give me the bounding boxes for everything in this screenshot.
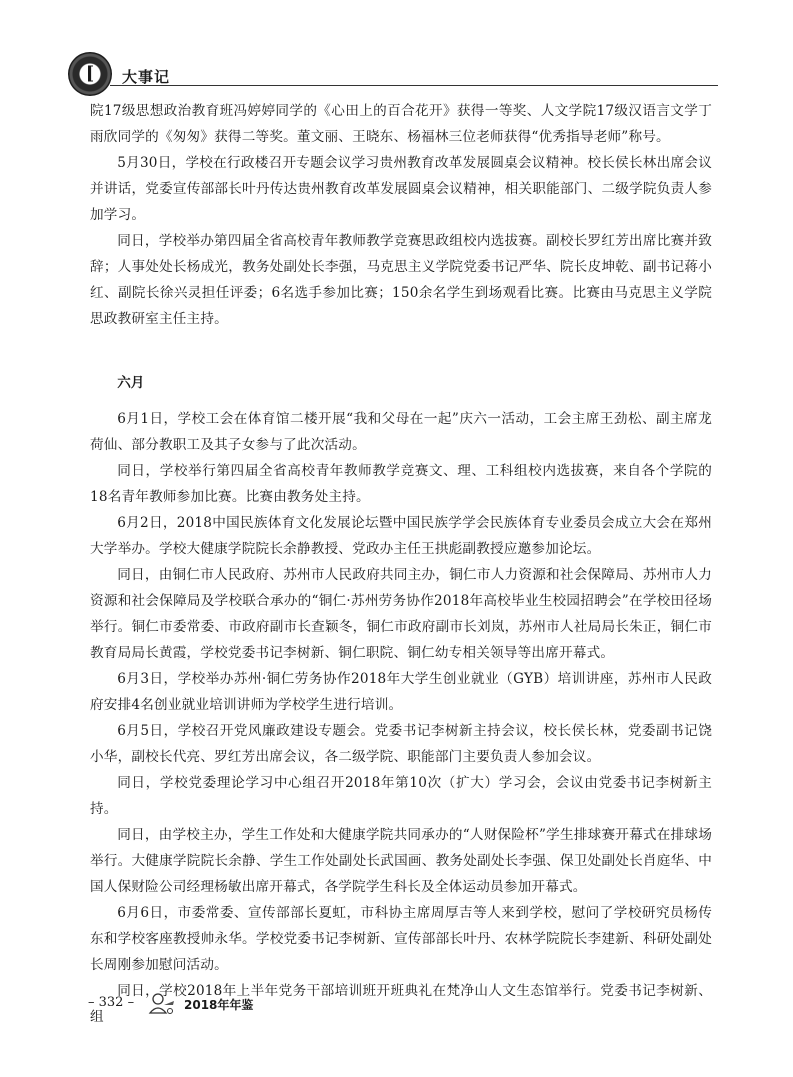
page-header xyxy=(68,52,718,96)
university-seal-icon: [ xyxy=(68,52,112,96)
paragraph: 同日，学校举办第四届全省高校青年教师教学竞赛思政组校内选拔赛。副校长罗红芳出席比赛并致辞；人事处处长杨成光，教务处副处长李强，马克思主义学院党委书记严华、院长皮坤乾、副书记蒋小红、副院长徐兴灵担任评委；6名选手参加比赛；150余名学生到场观看比赛。比赛由马克思主义学院思政教研室主任主持。 xyxy=(90,233,712,327)
page-footer xyxy=(88,991,388,1017)
paragraph: 同日，学校2018年上半年党务干部培训班开班典礼在梵净山人文生态馆举行。党委书记李树新、组 xyxy=(90,983,712,1025)
paragraph: 院17级思想政治教育班冯婷婷同学的《心田上的百合花开》获得一等奖、人文学院17级汉语言文学丁雨欣同学的《匆匆》获得二等奖。董文丽、王晓东、杨福林三位老师获得“优秀指导老师”称号。 xyxy=(90,103,712,145)
paragraph: 同日，由铜仁市人民政府、苏州市人民政府共同主办，铜仁市人力资源和社会保障局、苏州市人力资源和社会保障局及学校联合承办的“铜仁·苏州劳务协作2018年高校毕业生校园招聘会”在学校田径场举行。铜仁市委常委、市政府副市长查颖冬，铜仁市政府副市长刘岚，苏州市人社局局长朱正，铜仁市教育局局长黄霞，学校党委书记李树新、铜仁职院、铜仁幼专相关领导等出席开幕式。 xyxy=(90,567,712,661)
page-number: – 332 – xyxy=(88,995,135,1010)
paragraph: 6月2日，2018中国民族体育文化发展论坛暨中国民族学学会民族体育专业委员会成立大会在郑州大学举办。学校大健康学院院长余静教授、党政办主任王拱彪副教授应邀参加论坛。 xyxy=(90,515,712,557)
paragraph: 6月6日，市委常委、宣传部部长夏虹，市科协主席周厚吉等人来到学校，慰问了学校研究员杨传东和学校客座教授帅永华。学校党委书记李树新、宣传部部长叶丹、农林学院院长李建新、科研处副处长周刚参加慰问活动。 xyxy=(90,905,712,973)
header-rule xyxy=(110,85,718,86)
yearbook-title: 2018年年鉴 xyxy=(184,998,254,1012)
paragraph: 5月30日，学校在行政楼召开专题会议学习贵州教育改革发展圆桌会议精神。校长侯长林出席会议并讲话，党委宣传部部长叶丹传达贵州教育改革发展圆桌会议精神，相关职能部门、二级学院负责人参加学习。 xyxy=(90,155,712,223)
paragraph: 同日，由学校主办，学生工作处和大健康学院共同承办的“人财保险杯”学生排球赛开幕式在排球场举行。大健康学院院长余静、学生工作处副处长武国画、教务处副处长李强、保卫处副处长肖庭华、中国人保财险公司经理杨敏出席开幕式，各学院学生科长及全体运动员参加开幕式。 xyxy=(90,827,712,895)
paragraph: 6月3日，学校举办苏州·铜仁劳务协作2018年大学生创业就业（GYB）培训讲座，苏州市人民政府安排4名创业就业培训讲师为学校学生进行培训。 xyxy=(90,671,712,713)
section-title: 大事记 xyxy=(122,68,171,86)
month-heading: 六月 xyxy=(117,375,145,391)
paragraph: 6月5日，学校召开党风廉政建设专题会。党委书记李树新主持会议，校长侯长林，党委副书记饶小华，副校长代亮、罗红芳出席会议，各二级学院、职能部门主要负责人参加会议。 xyxy=(90,723,712,765)
paragraph: 同日，学校举行第四届全省高校青年教师教学竞赛文、理、工科组校内选拔赛，来自各个学院的18名青年教师参加比赛。比赛由教务处主持。 xyxy=(90,463,712,505)
page-body xyxy=(90,98,712,1030)
paragraph: 6月1日，学校工会在体育馆二楼开展“我和父母在一起”庆六一活动，工会主席王劲松、副主席龙荷仙、部分教职工及其子女参与了此次活动。 xyxy=(90,411,712,453)
scholar-mascot-icon xyxy=(146,991,176,1015)
paragraph: 同日，学校党委理论学习中心组召开2018年第10次（扩大）学习会，会议由党委书记李树新主持。 xyxy=(90,775,712,817)
